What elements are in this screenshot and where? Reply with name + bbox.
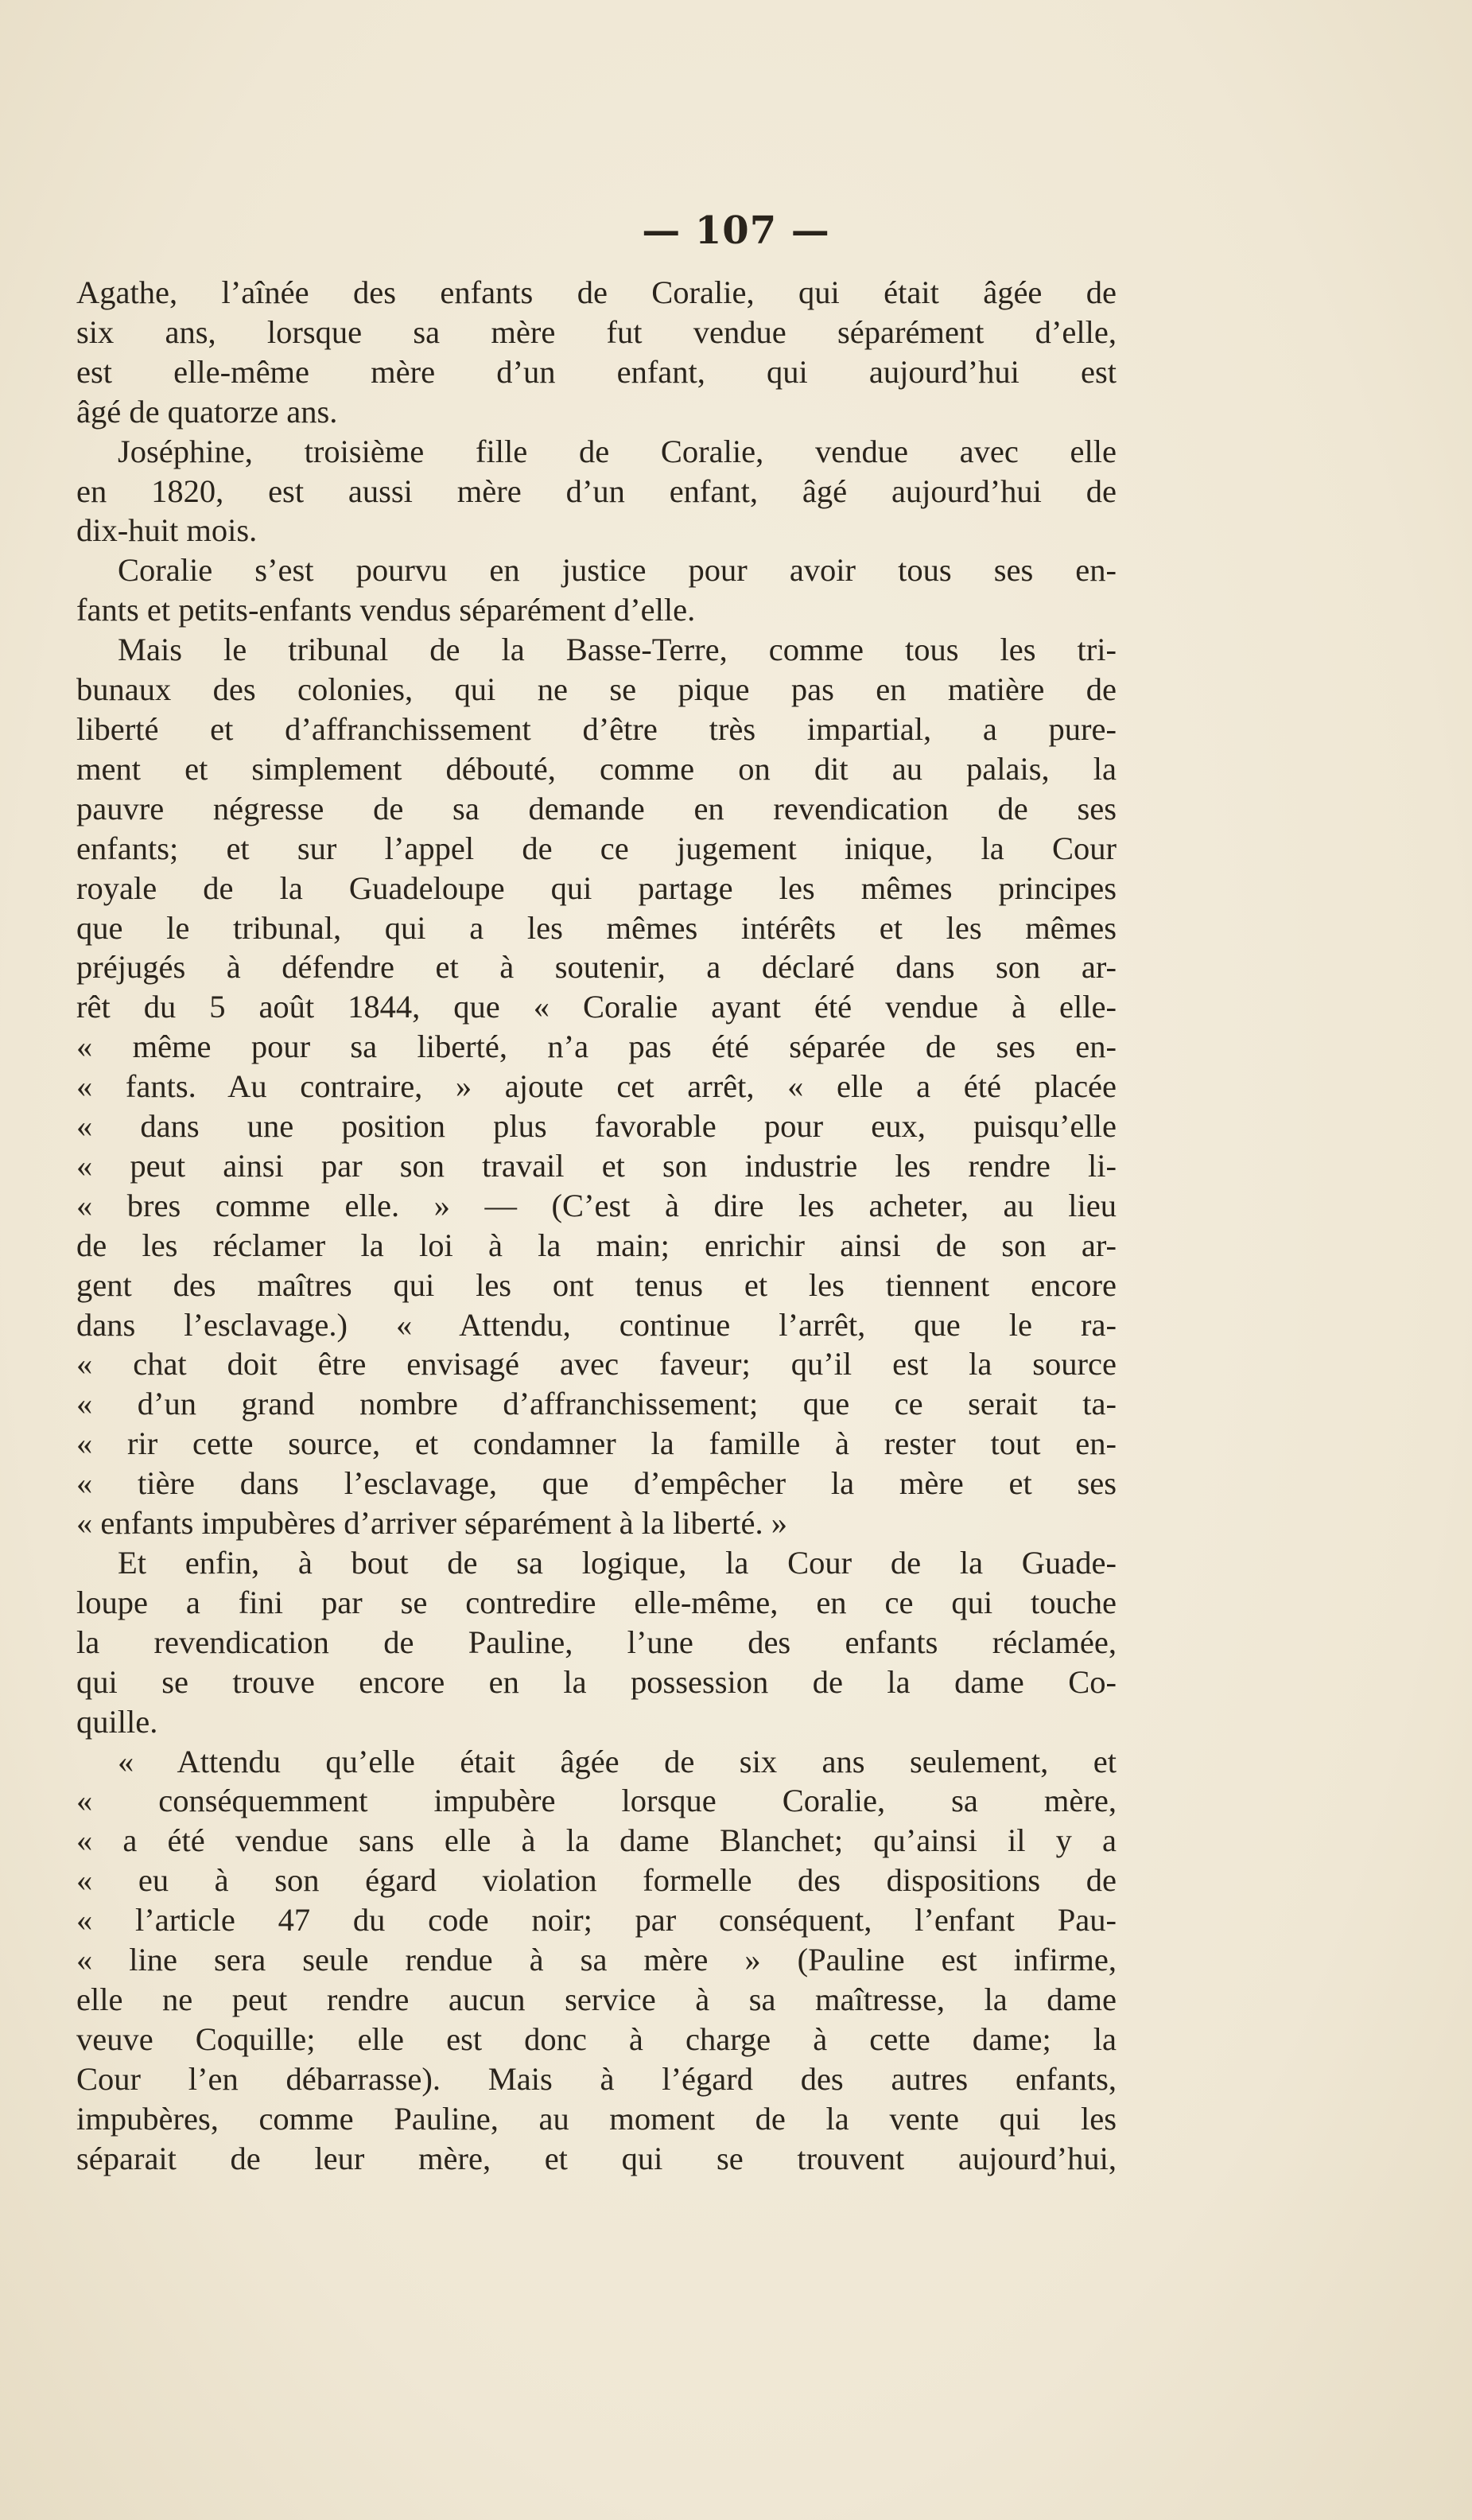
- text-line: « a été vendue sans elle à la dame Blanchet; qu’ainsi il y a: [76, 1822, 1117, 1859]
- text-line: loupe a fini par se contredire elle-même, en ce qui touche: [76, 1584, 1117, 1620]
- text-line: « eu à son égard violation formelle des dispositions de: [76, 1862, 1117, 1899]
- text-line: elle ne peut rendre aucun service à sa maîtresse, la dame: [76, 1981, 1117, 2017]
- text-line: « peut ainsi par son travail et son industrie les rendre li-: [76, 1147, 1117, 1184]
- text-line: six ans, lorsque sa mère fut vendue séparément d’elle,: [76, 313, 1117, 350]
- text-line: « dans une position plus favorable pour eux, puisqu’elle: [76, 1108, 1117, 1145]
- text-line: rêt du 5 août 1844, que « Coralie ayant été vendue à elle-: [76, 989, 1117, 1025]
- text-line: « rir cette source, et condamner la famille à rester tout en-: [76, 1425, 1117, 1462]
- text-line: Cour l’en débarrasse). Mais à l’égard des autres enfants,: [76, 2060, 1117, 2097]
- text-line: est elle-même mère d’un enfant, qui aujourd’hui est: [76, 353, 1117, 390]
- text-line: qui se trouve encore en la possession de la dame Co-: [76, 1663, 1117, 1700]
- text-line: Agathe, l’aînée des enfants de Coralie, qui était âgée de: [76, 274, 1117, 310]
- text-line: gent des maîtres qui les ont tenus et les tiennent encore: [76, 1266, 1117, 1303]
- page-number: — 107 —: [642, 208, 830, 253]
- text-line: « bres comme elle. » — (C’est à dire les acheter, au lieu: [76, 1187, 1117, 1223]
- text-line: « Attendu qu’elle était âgée de six ans seulement, et: [118, 1743, 1117, 1779]
- text-line: royale de la Guadeloupe qui partage les mêmes principes: [76, 869, 1117, 906]
- text-line: séparait de leur mère, et qui se trouvent aujourd’hui,: [76, 2140, 1117, 2176]
- text-line: dans l’esclavage.) « Attendu, continue l’arrêt, que le ra-: [76, 1306, 1117, 1343]
- text-line: Et enfin, à bout de sa logique, la Cour de la Guade-: [118, 1545, 1117, 1581]
- text-line: Mais le tribunal de la Basse-Terre, comme tous les tri-: [118, 632, 1117, 668]
- text-line: impubères, comme Pauline, au moment de la vente qui les: [76, 2100, 1117, 2137]
- text-line: « même pour sa liberté, n’a pas été séparée de ses en-: [76, 1029, 1117, 1065]
- text-line: pauvre négresse de sa demande en revendication de ses: [76, 790, 1117, 826]
- text-line: fants et petits-enfants vendus séparément d’elle.: [76, 592, 696, 628]
- text-line: bunaux des colonies, qui ne se pique pas en matière de: [76, 671, 1117, 708]
- text-line: liberté et d’affranchissement d’être très impartial, a pure-: [76, 710, 1117, 747]
- text-line: « d’un grand nombre d’affranchissement; que ce serait ta-: [76, 1386, 1117, 1422]
- text-line: enfants; et sur l’appel de ce jugement inique, la Cour: [76, 830, 1117, 866]
- text-line: « l’article 47 du code noir; par conséquent, l’enfant Pau-: [76, 1902, 1117, 1939]
- text-line: « line sera seule rendue à sa mère » (Pauline est infirme,: [76, 1942, 1117, 1978]
- text-line: « tière dans l’esclavage, que d’empêcher la mère et ses: [76, 1465, 1117, 1502]
- text-line: quille.: [76, 1703, 158, 1740]
- text-line: Coralie s’est pourvu en justice pour avoir tous ses en-: [118, 552, 1117, 589]
- text-line: Joséphine, troisième fille de Coralie, vendue avec elle: [118, 433, 1117, 469]
- text-line: âgé de quatorze ans.: [76, 393, 338, 430]
- text-line: que le tribunal, qui a les mêmes intérêts et les mêmes: [76, 909, 1117, 946]
- body-text: [76, 273, 1117, 2179]
- text-line: ment et simplement débouté, comme on dit au palais, la: [76, 750, 1117, 787]
- text-line: « conséquemment impubère lorsque Coralie, sa mère,: [76, 1783, 1117, 1819]
- text-line: de les réclamer la loi à la main; enrichir ainsi de son ar-: [76, 1227, 1117, 1263]
- text-line: préjugés à défendre et à soutenir, a déclaré dans son ar-: [76, 949, 1117, 986]
- text-line: en 1820, est aussi mère d’un enfant, âgé aujourd’hui de: [76, 472, 1117, 509]
- text-line: « enfants impubères d’arriver séparément à la liberté. »: [76, 1505, 787, 1542]
- text-line: la revendication de Pauline, l’une des enfants réclamée,: [76, 1624, 1117, 1660]
- text-line: « fants. Au contraire, » ajoute cet arrêt, « elle a été placée: [76, 1068, 1117, 1105]
- text-line: « chat doit être envisagé avec faveur; qu’il est la source: [76, 1346, 1117, 1382]
- text-line: veuve Coquille; elle est donc à charge à cette dame; la: [76, 2020, 1117, 2057]
- text-line: dix-huit mois.: [76, 512, 258, 549]
